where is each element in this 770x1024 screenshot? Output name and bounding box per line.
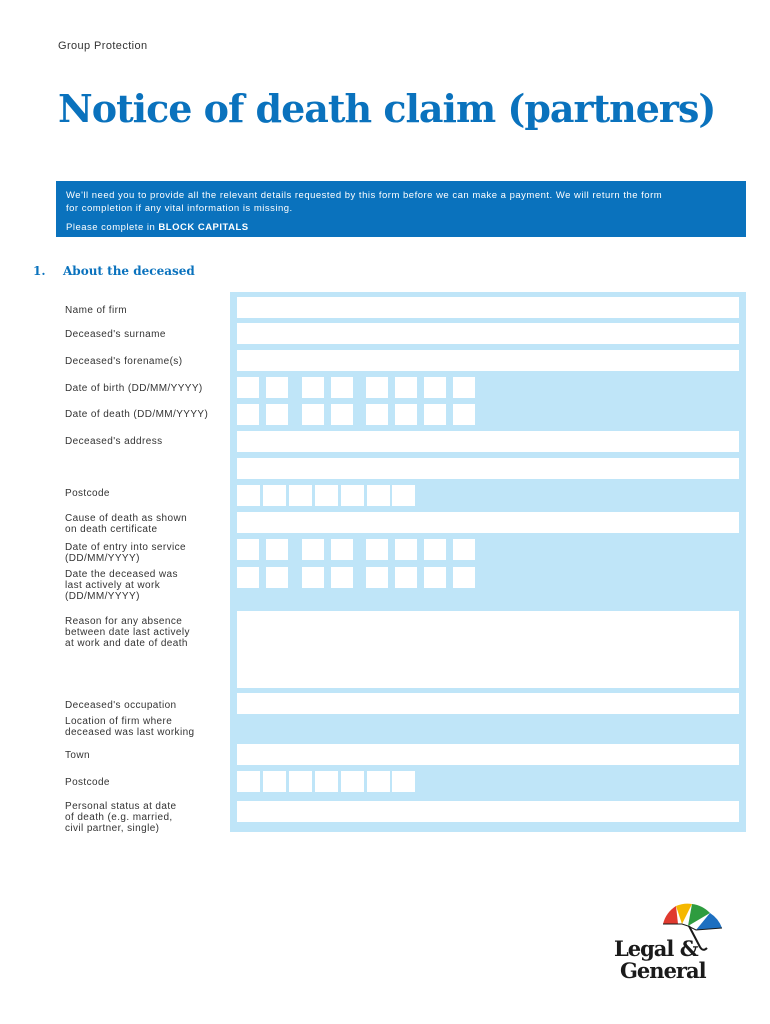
- date-box[interactable]: [395, 567, 417, 588]
- label-cause-of-death: Cause of death as shown on death certificate: [65, 513, 188, 535]
- date-box[interactable]: [302, 404, 324, 425]
- postcode-box[interactable]: [367, 771, 390, 792]
- intro-block-prefix: Please complete in: [66, 222, 159, 233]
- date-box[interactable]: [453, 404, 475, 425]
- label-personal-status: Personal status at date of death (e.g. married, civil partner, single): [65, 801, 177, 834]
- date-box[interactable]: [424, 404, 446, 425]
- label-name-of-firm: Name of firm: [65, 305, 128, 316]
- page-title: Notice of death claim (partners): [58, 86, 716, 131]
- address-field-line-2[interactable]: [237, 458, 739, 479]
- town-field[interactable]: [237, 744, 739, 765]
- label-address: Deceased's address: [65, 436, 163, 447]
- postcode-box[interactable]: [341, 771, 364, 792]
- postcode-box[interactable]: [392, 771, 415, 792]
- date-box[interactable]: [366, 377, 388, 398]
- postcode-box[interactable]: [263, 485, 286, 506]
- intro-banner: [56, 181, 746, 237]
- logo-text-line-1: Legal &: [614, 936, 698, 961]
- label-surname: Deceased's surname: [65, 329, 166, 340]
- date-box[interactable]: [395, 404, 417, 425]
- label-postcode: Postcode: [65, 488, 110, 499]
- label-absence-reason: Reason for any absence between date last actively at work and date of death: [65, 616, 190, 649]
- postcode-box[interactable]: [341, 485, 364, 506]
- cause-of-death-field[interactable]: [237, 512, 739, 533]
- date-box[interactable]: [453, 539, 475, 560]
- date-box[interactable]: [266, 539, 288, 560]
- occupation-field[interactable]: [237, 693, 739, 714]
- label-entry-date: Date of entry into service (DD/MM/YYYY): [65, 542, 187, 564]
- date-box[interactable]: [302, 539, 324, 560]
- intro-block-emphasis: BLOCK CAPITALS: [158, 222, 249, 233]
- date-box[interactable]: [453, 377, 475, 398]
- date-box[interactable]: [237, 567, 259, 588]
- postcode-box[interactable]: [289, 485, 312, 506]
- date-box[interactable]: [366, 567, 388, 588]
- label-postcode-2: Postcode: [65, 777, 110, 788]
- name-of-firm-field[interactable]: [237, 297, 739, 318]
- date-box[interactable]: [424, 539, 446, 560]
- postcode-box[interactable]: [237, 485, 260, 506]
- postcode-box[interactable]: [315, 771, 338, 792]
- section-number: 1.: [33, 264, 46, 278]
- postcode-box[interactable]: [289, 771, 312, 792]
- date-box[interactable]: [266, 377, 288, 398]
- postcode-box[interactable]: [263, 771, 286, 792]
- label-date-of-birth: Date of birth (DD/MM/YYYY): [65, 383, 203, 394]
- postcode-box[interactable]: [392, 485, 415, 506]
- postcode-box[interactable]: [237, 771, 260, 792]
- postcode-box[interactable]: [315, 485, 338, 506]
- date-box[interactable]: [302, 377, 324, 398]
- date-box[interactable]: [424, 567, 446, 588]
- postcode-box[interactable]: [367, 485, 390, 506]
- date-box[interactable]: [395, 539, 417, 560]
- date-box[interactable]: [366, 404, 388, 425]
- label-last-work-date: Date the deceased was last actively at work (DD/MM/YYYY): [65, 569, 178, 602]
- date-box[interactable]: [237, 539, 259, 560]
- date-box[interactable]: [424, 377, 446, 398]
- surname-field[interactable]: [237, 323, 739, 344]
- logo-text-line-2: General: [620, 958, 706, 983]
- label-town: Town: [65, 750, 90, 761]
- label-occupation: Deceased's occupation: [65, 700, 177, 711]
- date-box[interactable]: [366, 539, 388, 560]
- section-title: About the deceased: [63, 264, 195, 278]
- date-box[interactable]: [331, 539, 353, 560]
- absence-reason-field[interactable]: [237, 611, 739, 688]
- personal-status-field[interactable]: [237, 801, 739, 822]
- date-box[interactable]: [266, 404, 288, 425]
- intro-line-1: We'll need you to provide all the relevant details requested by this form before we can make a payment. We will return the form: [66, 190, 663, 201]
- date-box[interactable]: [302, 567, 324, 588]
- intro-line-2: for completion if any vital information is missing.: [66, 203, 293, 214]
- header-label: Group Protection: [58, 40, 148, 52]
- date-box[interactable]: [395, 377, 417, 398]
- label-date-of-death: Date of death (DD/MM/YYYY): [65, 409, 209, 420]
- date-box[interactable]: [331, 404, 353, 425]
- date-box[interactable]: [237, 404, 259, 425]
- label-firm-location: Location of firm where deceased was last working: [65, 716, 195, 738]
- date-box[interactable]: [266, 567, 288, 588]
- date-box[interactable]: [331, 377, 353, 398]
- address-field-line-1[interactable]: [237, 431, 739, 452]
- label-forenames: Deceased's forename(s): [65, 356, 183, 367]
- forenames-field[interactable]: [237, 350, 739, 371]
- date-box[interactable]: [453, 567, 475, 588]
- date-box[interactable]: [331, 567, 353, 588]
- date-box[interactable]: [237, 377, 259, 398]
- intro-block-note: [66, 221, 736, 234]
